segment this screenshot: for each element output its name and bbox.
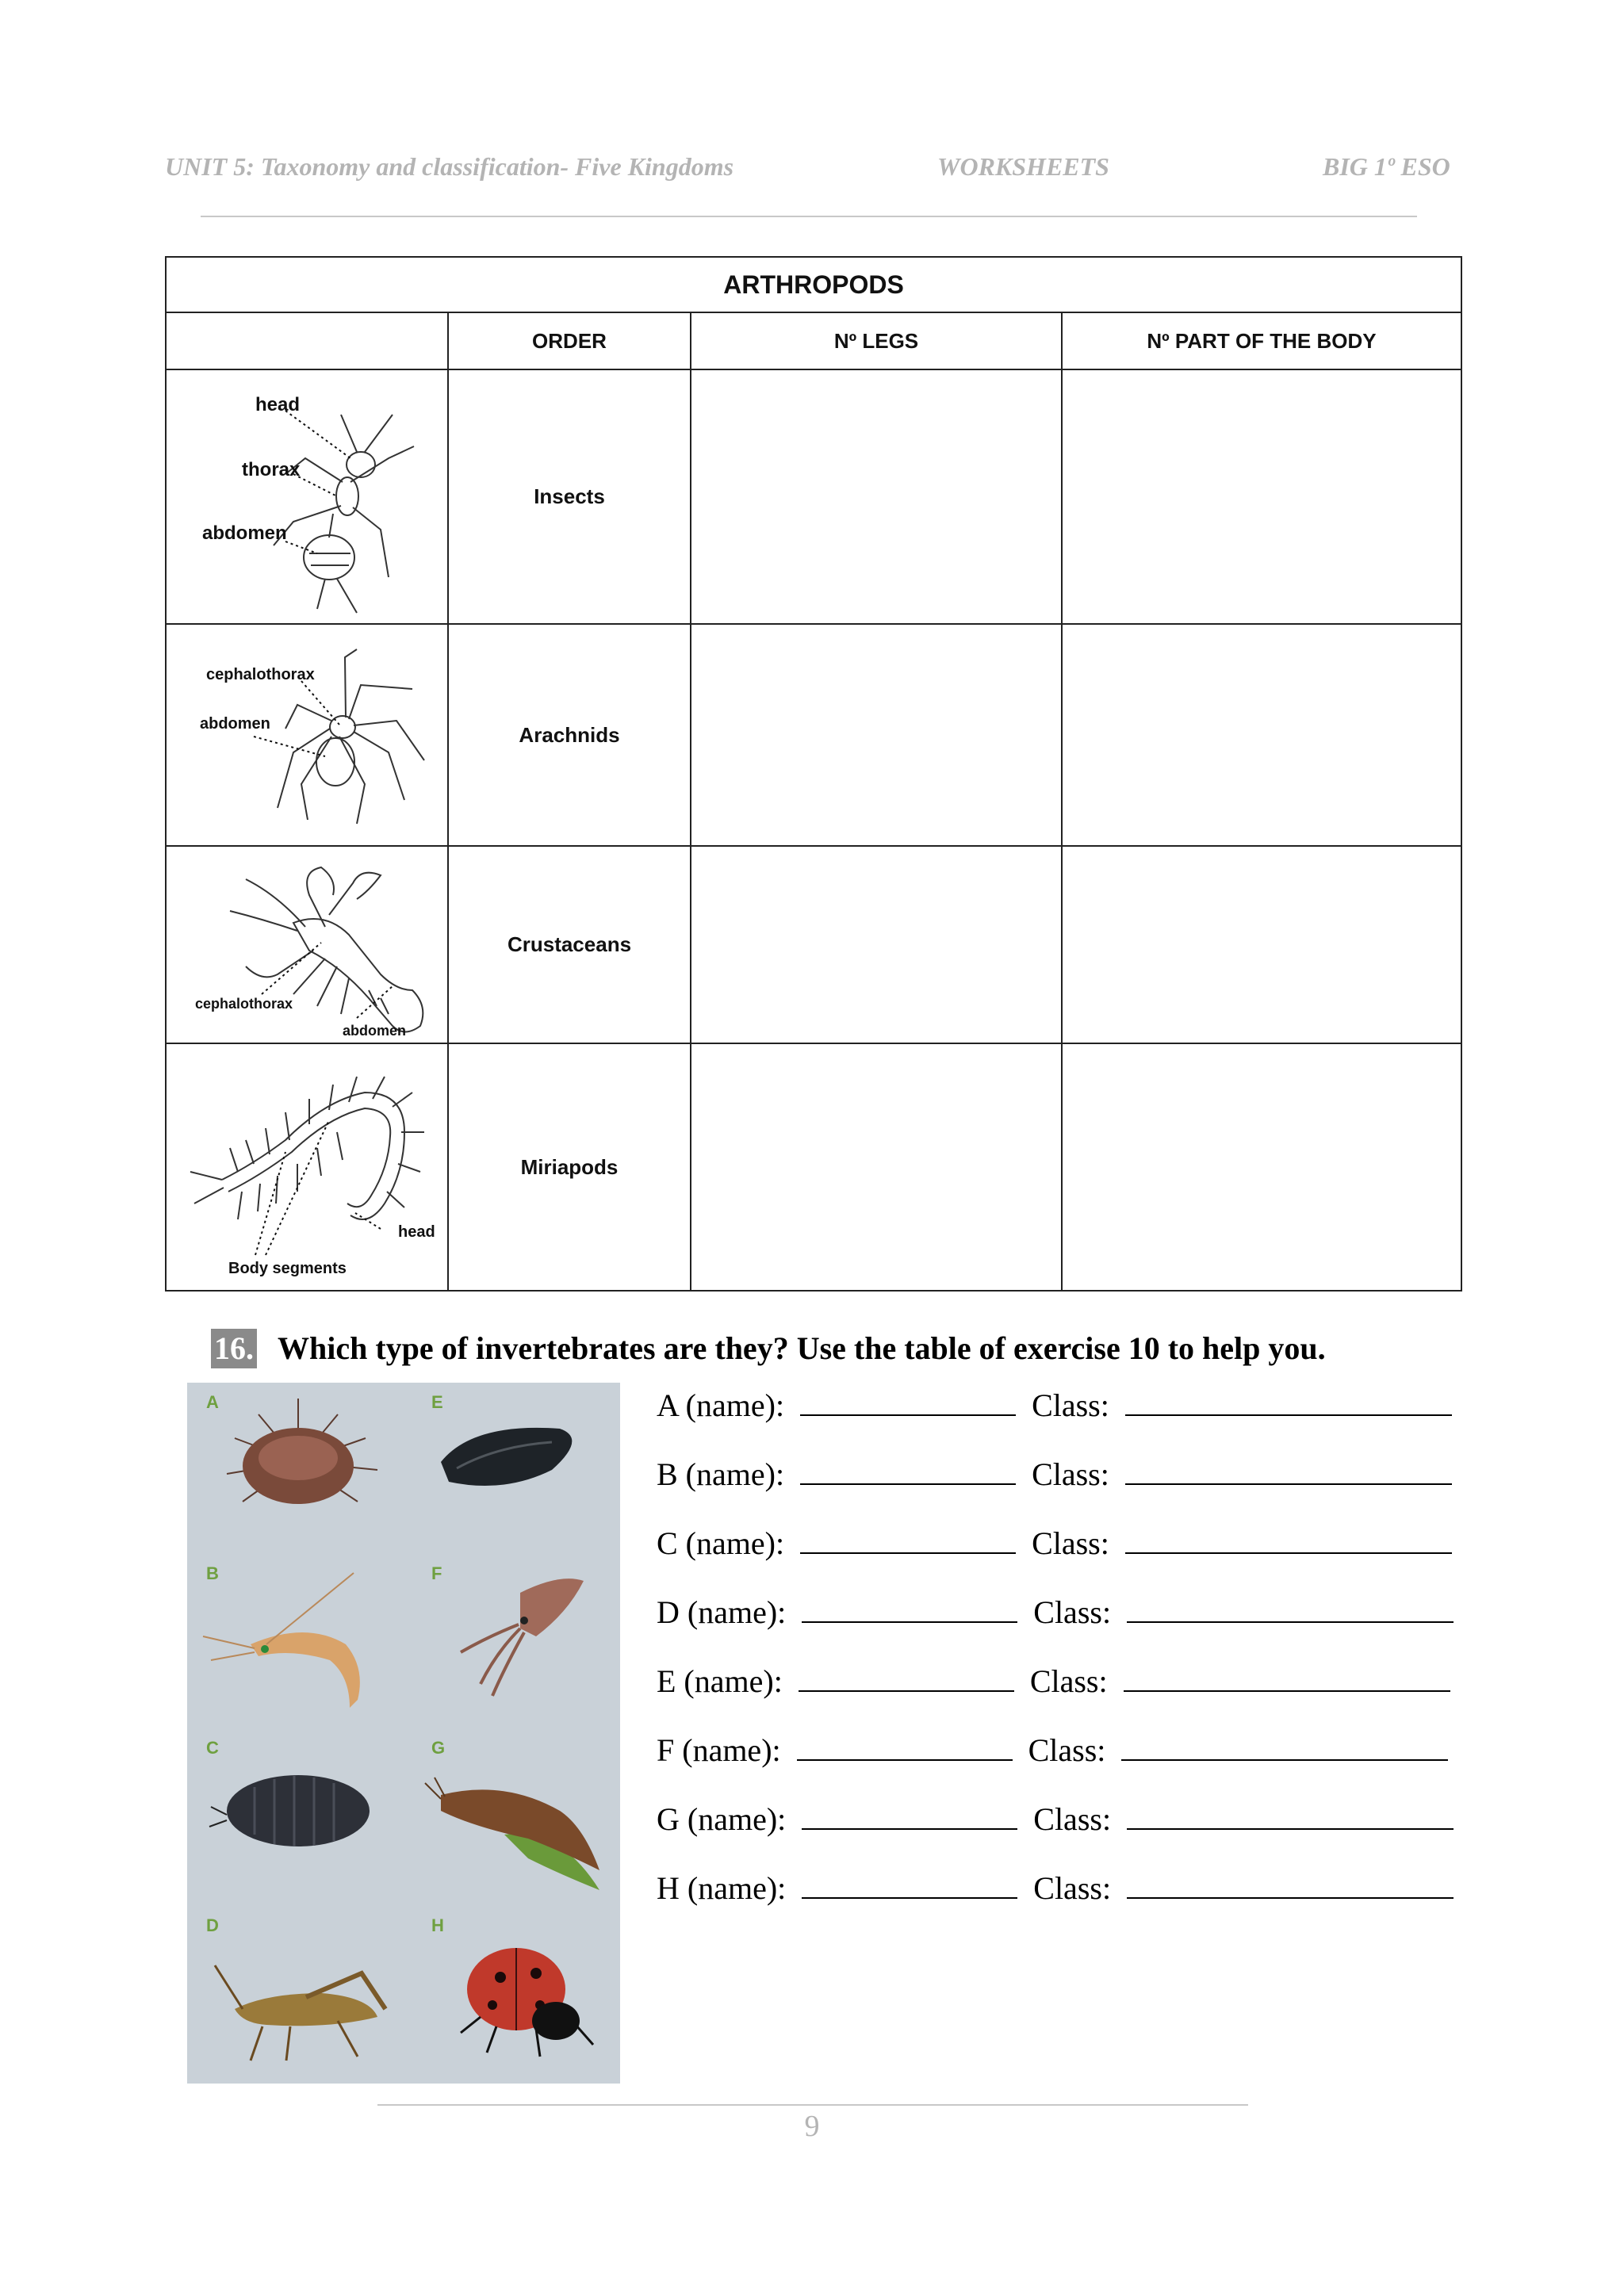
table-row [166,1043,1461,1291]
arachnids-body-parts-cell[interactable] [1062,624,1461,846]
photo-label-c: C [206,1738,219,1758]
order-crustaceans: Crustaceans [448,846,691,1043]
arachnid-label-cephalothorax: cephalothorax [206,666,315,683]
column-header-legs: Nº LEGS [691,312,1062,369]
answer-c-name-label: C (name): [657,1525,785,1561]
answer-b-name-label: B (name): [657,1456,785,1492]
photo-label-g: G [431,1738,446,1758]
grasshopper-image [215,1965,385,2061]
photo-label-b: B [206,1563,219,1583]
miriapods-body-parts-cell[interactable] [1062,1043,1461,1291]
mussel-image [441,1428,572,1486]
crustacean-illustration [166,846,448,1043]
answer-g-name-field[interactable] [802,1800,1017,1830]
answer-e-class-field[interactable] [1124,1662,1450,1692]
crustacean-label-cephalothorax: cephalothorax [195,996,293,1012]
answer-e-name-label: E (name): [657,1663,783,1699]
answer-row-h [657,1869,1454,1938]
answer-b-class-label: Class: [1032,1456,1109,1492]
invertebrates-photo [187,1383,620,2084]
insect-label-head: head [255,394,301,415]
answer-h-name-field[interactable] [802,1869,1017,1899]
miriapod-label-head: head [398,1223,435,1241]
exercise-number: 16. [211,1329,257,1368]
answer-d-name-field[interactable] [802,1593,1017,1623]
insect-illustration [166,369,448,624]
insects-legs-cell[interactable] [691,369,1062,624]
photo-label-e: E [431,1392,443,1412]
shrimp-image [203,1573,360,1708]
woodlouse-image [209,1775,370,1846]
answer-g-class-label: Class: [1033,1801,1112,1837]
order-arachnids: Arachnids [448,624,691,846]
table-row [166,846,1461,1043]
answer-f-class-label: Class: [1028,1732,1106,1768]
arachnid-label-abdomen: abdomen [200,715,270,733]
miriapod-illustration [166,1043,448,1291]
crustaceans-legs-cell[interactable] [691,846,1062,1043]
column-header-image [166,312,448,369]
answer-h-class-field[interactable] [1127,1869,1454,1899]
answer-f-name-field[interactable] [797,1731,1013,1761]
answer-g-class-field[interactable] [1127,1800,1454,1830]
miriapod-label-body-segments: Body segments [228,1260,347,1277]
miriapods-legs-cell[interactable] [691,1043,1062,1291]
crustaceans-body-parts-cell[interactable] [1062,846,1461,1043]
exercise-question: Which type of invertebrates are they? Use the table of exercise 10 to help you. [278,1330,1326,1366]
answer-d-class-label: Class: [1033,1594,1112,1630]
header-section: WORKSHEETS [937,152,1109,181]
crustacean-label-abdomen: abdomen [343,1023,407,1039]
answer-g-name-label: G (name): [657,1801,787,1837]
arachnid-illustration [166,624,448,846]
insects-body-parts-cell[interactable] [1062,369,1461,624]
ladybug-image [461,1948,593,2057]
column-header-order: ORDER [448,312,691,369]
photo-label-h: H [431,1915,444,1935]
answer-row-d [657,1593,1454,1662]
table-row [166,624,1461,846]
page-number: 9 [804,2110,820,2143]
answer-f-name-label: F (name): [657,1732,781,1768]
table-title: ARTHROPODS [166,257,1461,312]
answer-lines [657,1386,1454,1938]
answer-row-b [657,1455,1454,1524]
answer-c-class-label: Class: [1032,1525,1109,1561]
photo-label-f: F [431,1563,442,1583]
order-insects: Insects [448,369,691,624]
squid-image [461,1578,584,1696]
answer-c-class-field[interactable] [1125,1524,1452,1554]
arthropods-table [165,256,1462,1292]
answer-b-name-field[interactable] [800,1455,1016,1485]
footer-divider [377,2104,1248,2106]
photo-label-d: D [206,1915,219,1935]
arachnids-legs-cell[interactable] [691,624,1062,846]
answer-row-e [657,1662,1454,1731]
photo-label-a: A [206,1392,219,1412]
answer-e-class-label: Class: [1029,1663,1108,1699]
answer-row-g [657,1800,1454,1869]
answer-b-class-field[interactable] [1125,1455,1452,1485]
answer-row-f [657,1731,1454,1800]
answer-h-name-label: H (name): [657,1870,787,1906]
answer-h-class-label: Class: [1033,1870,1112,1906]
answer-f-class-field[interactable] [1121,1731,1448,1761]
answer-row-a [657,1386,1454,1455]
table-row [166,369,1461,624]
sea-urchin-image [227,1399,377,1504]
header-unit: UNIT 5: Taxonomy and classification- Five Kingdoms [165,152,734,181]
insect-label-thorax: thorax [242,459,301,480]
answer-row-c [657,1524,1454,1593]
answer-d-class-field[interactable] [1127,1593,1454,1623]
header-divider [201,216,1417,217]
slug-image [425,1777,599,1890]
answer-e-name-field[interactable] [799,1662,1014,1692]
answer-a-name-label: A (name): [657,1387,785,1423]
answer-a-class-label: Class: [1032,1387,1109,1423]
column-header-body-parts: Nº PART OF THE BODY [1062,312,1461,369]
answer-c-name-field[interactable] [800,1524,1016,1554]
answer-d-name-label: D (name): [657,1594,787,1630]
header-course: BIG 1º ESO [1323,152,1450,181]
answer-a-class-field[interactable] [1125,1386,1452,1416]
answer-a-name-field[interactable] [800,1386,1016,1416]
insect-label-abdomen: abdomen [202,522,287,544]
order-miriapods: Miriapods [448,1043,691,1291]
